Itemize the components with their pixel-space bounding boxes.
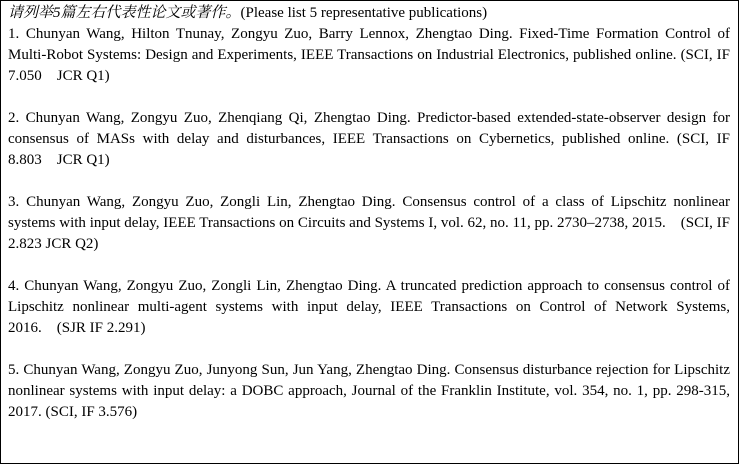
heading-chinese: 请列举5篇左右代表性论文或著作。 [8, 5, 241, 21]
spacer [8, 171, 730, 192]
publication-item-5: 5. Chunyan Wang, Zongyu Zuo, Junyong Sun, Jun Yang, Zhengtao Ding. Consensus disturbance rejection for Lipschitz nonlinear systems with input delay: a DOBC approach, Journal of the Franklin Institute, vol. 354, no. 1, pp. 298-315, 2017. (SCI, IF 3.576) [8, 362, 730, 420]
publication-item-2: 2. Chunyan Wang, Zongyu Zuo, Zhenqiang Qi, Zhengtao Ding. Predictor-based extended-state-observer design for consensus of MASs with delay and disturbances, IEEE Transactions on Cybernetics, published online. (SCI, IF 8.803 JCR Q1) [8, 110, 730, 168]
heading-english: (Please list 5 representative publications) [240, 5, 488, 21]
spacer [8, 255, 730, 276]
spacer [8, 87, 730, 108]
publication-item-4: 4. Chunyan Wang, Zongyu Zuo, Zongli Lin, Zhengtao Ding. A truncated prediction approach to consensus control of Lipschitz nonlinear multi-agent systems with input delay, IEEE Transactions on Control of Network Systems, 2016. (SJR IF 2.291) [8, 278, 730, 336]
spacer [8, 339, 730, 360]
publication-item-1: 1. Chunyan Wang, Hilton Tnunay, Zongyu Zuo, Barry Lennox, Zhengtao Ding. Fixed-Time Formation Control of Multi-Robot Systems: Design and Experiments, IEEE Transactions on Industrial Electronics, published online. (SCI, IF 7.050 JCR Q1) [8, 26, 730, 84]
publication-list-section [8, 3, 730, 423]
publication-item-3: 3. Chunyan Wang, Zongyu Zuo, Zongli Lin, Zhengtao Ding. Consensus control of a class of Lipschitz nonlinear systems with input delay, IEEE Transactions on Circuits and Systems I, vol. 62, no. 11, pp. 2730–2738, 2015. (SCI, IF 2.823 JCR Q2) [8, 194, 730, 252]
section-heading [8, 3, 730, 24]
